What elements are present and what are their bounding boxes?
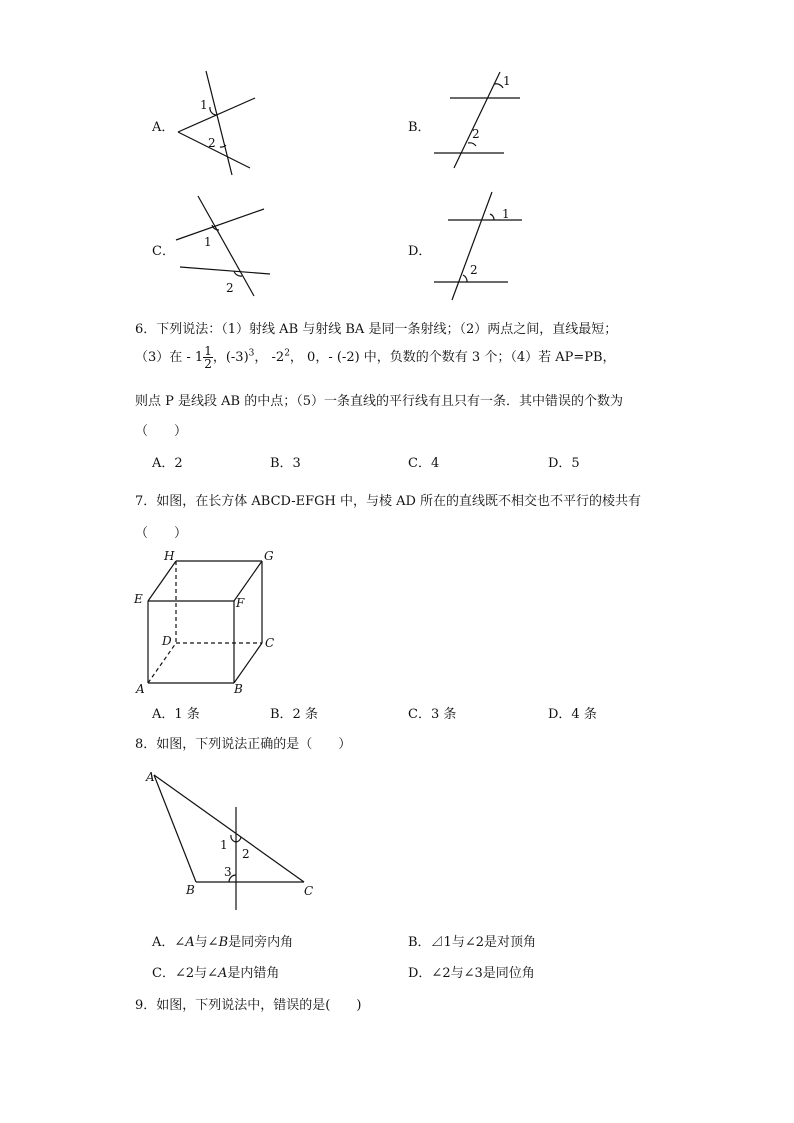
angle-arc bbox=[463, 275, 467, 282]
q7-line-1: 7．如图，在长方体 ABCD-EFGH 中，与棱 AD 所在的直线既不相交也不平行的棱共有 bbox=[135, 494, 642, 509]
angle-2-label: 2 bbox=[242, 847, 250, 861]
q5-figure-d bbox=[430, 188, 530, 303]
vertex-c-label: C bbox=[265, 636, 275, 650]
figure-line bbox=[180, 267, 270, 274]
q6-text-b: ，(-3) bbox=[212, 350, 249, 365]
q6-choice-d[interactable]: D．5 bbox=[548, 456, 580, 471]
exponent-2: 2 bbox=[284, 348, 290, 359]
angle-3-label: 3 bbox=[224, 865, 232, 879]
choice-vertex: A bbox=[185, 935, 195, 950]
q5-option-a-label: A． bbox=[152, 120, 175, 135]
figure-line bbox=[452, 192, 492, 300]
angle-2-label: 2 bbox=[226, 281, 234, 295]
vertex-a-label: A bbox=[146, 770, 155, 784]
q7-choice-a[interactable]: A．1 条 bbox=[152, 707, 200, 722]
figure-line bbox=[206, 71, 232, 175]
q6-line-1: 6．下列说法：（1）射线 AB 与射线 BA 是同一条射线；（2）两点之间，直线最短； bbox=[135, 322, 618, 337]
choice-vertex: B bbox=[218, 935, 229, 950]
q6-line-3: 则点 P 是线段 AB 的中点；（5）一条直线的平行线有且只有一条．其中错误的个数为 bbox=[135, 394, 623, 409]
q7-choice-b[interactable]: B．2 条 bbox=[270, 707, 318, 722]
q6-text-d: ， 0，- (-2) 中，负数的个数有 3 个；（4）若 AP=PB， bbox=[289, 350, 616, 365]
vertex-g-label: G bbox=[264, 549, 274, 563]
q5-option-d-label: D． bbox=[408, 244, 432, 259]
q6-choice-c[interactable]: C．4 bbox=[408, 456, 440, 471]
vertex-e-label: E bbox=[134, 592, 143, 606]
choice-text: A．∠ bbox=[152, 935, 186, 950]
q8-choice-c[interactable] bbox=[152, 962, 279, 981]
figure-line bbox=[454, 72, 500, 168]
fraction-one-half bbox=[203, 345, 213, 370]
angle-arc bbox=[494, 84, 503, 88]
q8-triangle-figure bbox=[140, 765, 330, 915]
angle-2-label: 2 bbox=[472, 127, 480, 141]
q5-figure-b bbox=[430, 70, 530, 180]
vertex-b-label: B bbox=[234, 682, 243, 696]
edge-eh bbox=[148, 561, 176, 601]
choice-text: 是内错角 bbox=[227, 966, 280, 981]
q5-figure-c bbox=[172, 192, 272, 300]
angle-1-label: 1 bbox=[502, 207, 510, 221]
vertex-f-label: F bbox=[236, 596, 245, 610]
angle-arc bbox=[468, 143, 476, 146]
choice-text: 与∠ bbox=[194, 935, 219, 950]
q7-choice-d[interactable]: D．4 条 bbox=[548, 707, 597, 722]
q6-answer-paren: （ ） bbox=[135, 424, 188, 439]
edge-ad-hidden bbox=[148, 643, 176, 683]
choice-text: C．∠2与∠ bbox=[152, 966, 219, 981]
q6-text-a: （3）在 - 1 bbox=[135, 350, 204, 365]
q5-figure-a bbox=[170, 65, 270, 180]
vertex-a-label: A bbox=[136, 682, 145, 696]
angle-2-label: 2 bbox=[208, 136, 216, 150]
q6-text-c: ， -2 bbox=[254, 350, 285, 365]
angle-arc bbox=[490, 214, 494, 220]
q9-line-1: 9．如图，下列说法中，错误的是( ) bbox=[135, 998, 362, 1013]
angle-1-label: 1 bbox=[220, 838, 228, 852]
angle-1-label: 1 bbox=[503, 74, 511, 88]
q8-choice-a[interactable] bbox=[152, 931, 293, 950]
vertex-c-label: C bbox=[304, 884, 314, 898]
choice-vertex: A bbox=[218, 966, 228, 981]
exponent-3: 3 bbox=[248, 348, 255, 359]
angle-2-arc bbox=[236, 837, 241, 842]
q6-choice-b[interactable]: B．3 bbox=[270, 456, 301, 471]
angle-1-label: 1 bbox=[204, 235, 212, 249]
fraction-denominator: 2 bbox=[204, 357, 212, 371]
q8-choice-b[interactable]: B．⊿1与∠2是对顶角 bbox=[408, 935, 536, 950]
choice-text: 是同旁内角 bbox=[228, 935, 294, 950]
q7-cuboid-figure bbox=[130, 545, 290, 700]
vertex-h-label: H bbox=[164, 549, 175, 563]
side-ab bbox=[154, 775, 196, 882]
q5-option-c-label: C． bbox=[152, 244, 175, 259]
angle-1-label: 1 bbox=[200, 98, 208, 112]
q5-option-b-label: B． bbox=[408, 120, 431, 135]
vertex-b-label: B bbox=[186, 883, 195, 897]
q7-answer-paren: （ ） bbox=[135, 526, 188, 541]
q6-line-2 bbox=[135, 345, 616, 370]
q7-choice-c[interactable]: C．3 条 bbox=[408, 707, 457, 722]
edge-fg bbox=[234, 561, 262, 601]
fraction-numerator: 1 bbox=[204, 344, 212, 358]
q8-choice-d[interactable]: D．∠2与∠3是同位角 bbox=[408, 966, 535, 981]
angle-2-label: 2 bbox=[470, 263, 478, 277]
angle-1-arc bbox=[231, 835, 236, 842]
q8-line-1: 8．如图，下列说法正确的是（ ） bbox=[135, 737, 352, 752]
edge-bc bbox=[234, 643, 262, 683]
vertex-d-label: D bbox=[162, 634, 172, 648]
q6-choice-a[interactable]: A．2 bbox=[152, 456, 183, 471]
